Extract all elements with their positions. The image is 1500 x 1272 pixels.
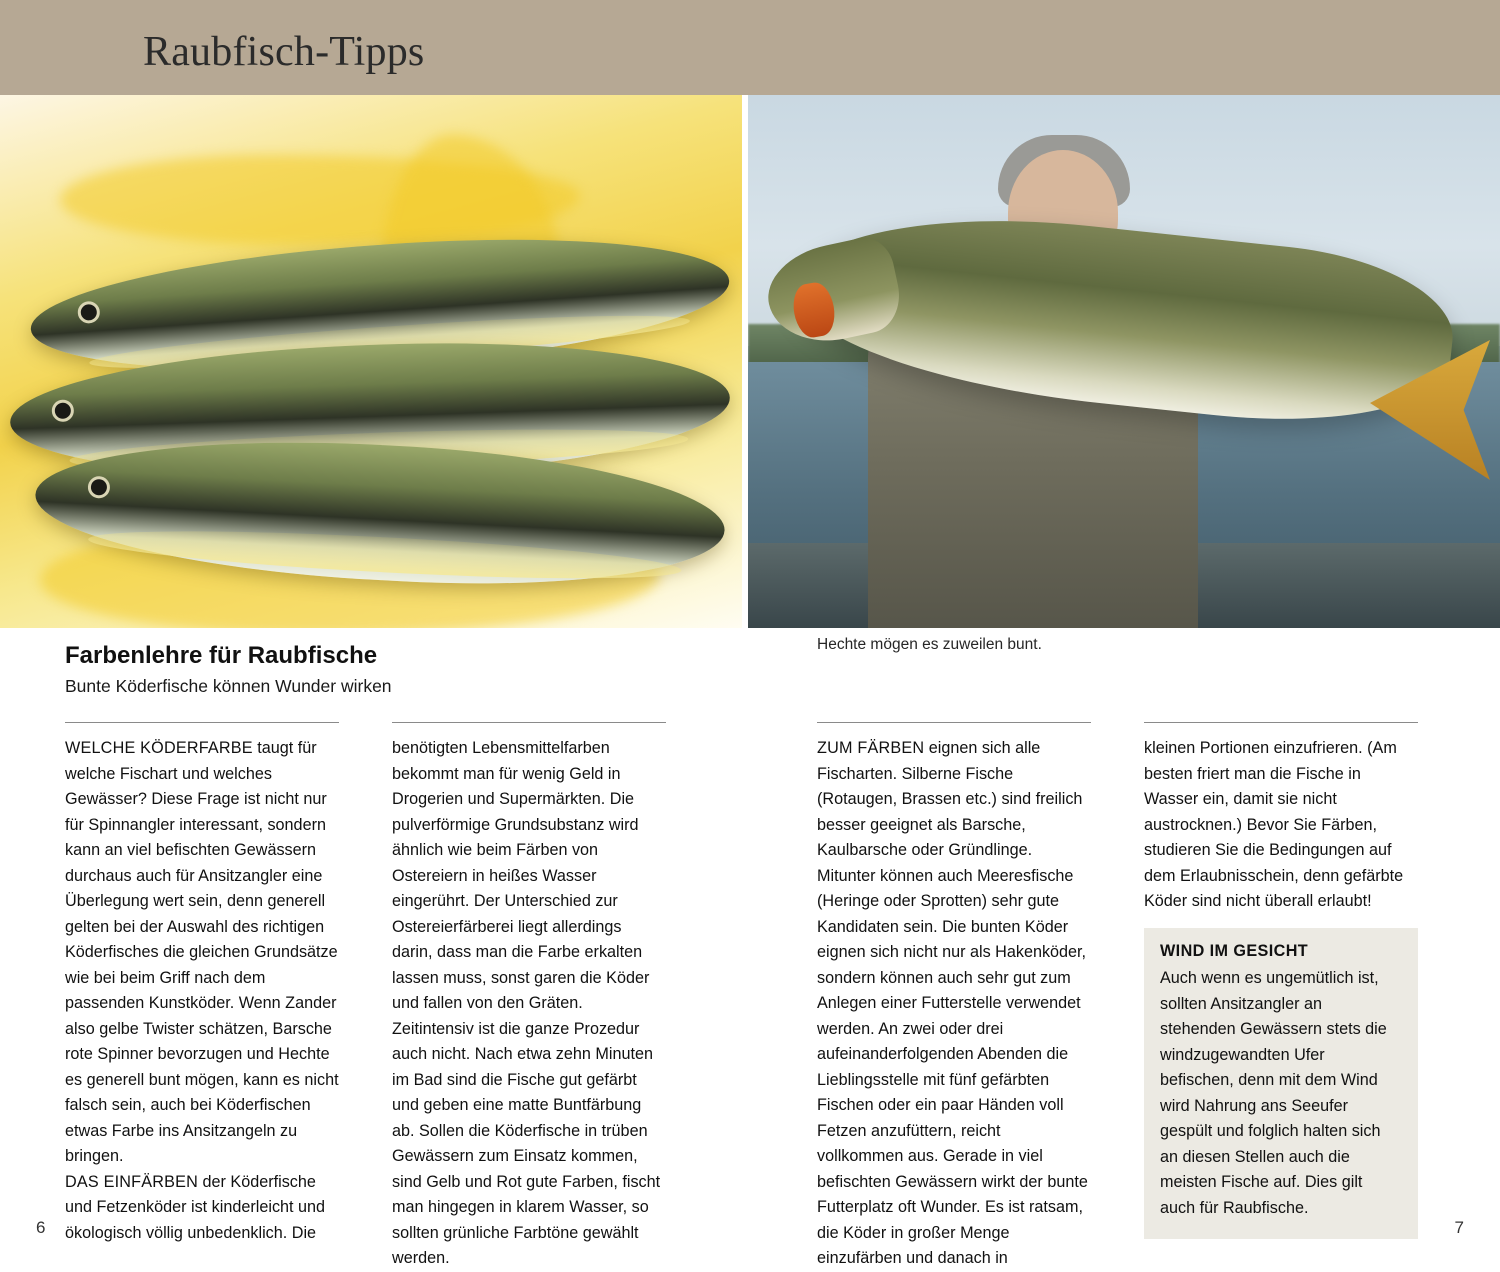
- paragraph-text: kleinen Portionen einzufrieren. (Am besten friert man die Fische in Wasser ein, damit sie nicht austrocknen.) Bevor Sie Färben, studieren Sie die Bedingungen auf dem Erlaubnisschein, denn gefärbte Köder sind nicht überall erlaubt!: [1144, 739, 1404, 910]
- paragraph-text: der Köderfische und Fetzenköder ist kinderleicht und ökologisch völlig unbedenklich. Die: [65, 1172, 326, 1242]
- column-rule: [392, 722, 666, 723]
- page-number-left: 6: [36, 1218, 46, 1237]
- paragraph: [65, 736, 339, 1170]
- baitfish-eye: [77, 301, 100, 324]
- baitfish-eye: [87, 476, 110, 499]
- page-title: Raubfisch-Tipps: [143, 29, 425, 75]
- photo-caption: Hechte mögen es zuweilen bunt.: [817, 636, 1042, 653]
- text-column-3: [817, 722, 1091, 1272]
- sidebar-box-body: Auch wenn es ungemütlich ist, sollten Ansitzangler an stehenden Gewässern stets die windzugewandten Ufer befischen, denn mit dem Wind wird Nahrung ans Seeufer gespült und folglich halten sich an diesen Stellen auch die meisten Fische auf. Dies gilt auch für Raubfische.: [1160, 969, 1387, 1217]
- column-rule: [817, 722, 1091, 723]
- paragraph-text: benötigten Lebensmittelfarben bekommt man für wenig Geld in Drogerien und Supermärkten. Die pulverförmige Grundsubstanz wird ähnlich wie beim Färben von Ostereiern in heißes Wasser eingerührt. Der Unterschied zur Ostereierfärberei liegt allerdings darin, dass man die Farbe erkalten lassen muss, sonst garen die Köder und fallen von den Gräten. Zeitintensiv ist die ganze Prozedur auch nicht. Nach etwa zehn Minuten im Bad sind die Fische gut gefärbt und geben eine matte Buntfärbung ab. Sollen die Köderfische in trüben Gewässern zum Einsatz kommen, sind Gelb und Rot gute Farben, fischt man hingegen in klarem Wasser, so sollten grünliche Farbtöne gewählt werden.: [392, 739, 661, 1267]
- sidebar-box-wind-im-gesicht: [1144, 928, 1418, 1239]
- text-column-1: [65, 722, 339, 1246]
- article-subhead: Bunte Köderfische können Wunder wirken: [65, 676, 392, 696]
- text-column-2: [392, 722, 666, 1272]
- paragraph: [817, 736, 1091, 1272]
- paragraph-lead: WELCHE KÖDERFARBE: [65, 739, 253, 757]
- text-column-4: [1144, 722, 1418, 915]
- sidebar-box-title: WIND IM GESICHT: [1160, 942, 1309, 960]
- paragraph: [392, 736, 666, 1272]
- paragraph: [65, 1170, 339, 1247]
- column-rule: [1144, 722, 1418, 723]
- photo-baitfish: [0, 95, 742, 628]
- paragraph-lead: ZUM FÄRBEN: [817, 739, 925, 757]
- page-number-right: 7: [1454, 1218, 1464, 1237]
- paragraph-lead: DAS EINFÄRBEN: [65, 1172, 199, 1191]
- paragraph: [1144, 736, 1418, 915]
- photo-angler-with-pike: [748, 95, 1500, 628]
- paragraph-text: taugt für welche Fischart und welches Gewässer? Diese Frage ist nicht nur für Spinnangler interessant, sondern kann an viel befischten Gewässern durchaus auch für Ansitzangler eine Überlegung wert sein, denn generell gelten bei der Auswahl des richtigen Köderfisches die gleichen Grundsätze wie bei beim Griff nach dem passenden Kunstköder. Wenn Zander also gelbe Twister schätzen, Barsche rote Spinner bevorzugen und Hechte es generell bunt mögen, kann es nicht falsch sein, auch bei Köderfischen etwas Farbe ins Ansitzangeln zu bringen.: [65, 739, 339, 1165]
- paragraph-text: eignen sich alle Fischarten. Silberne Fische (Rotaugen, Brassen etc.) sind freilich besser geeignet als Barsche, Kaulbarsche oder Gründlinge. Mitunter können auch Meeresfische (Heringe oder Sprotten) sehr gute Kandidaten sein. Die bunten Köder eignen sich nicht nur als Hakenköder, sondern können auch sehr gut zum Anlegen einer Futterstelle verwendet werden. An zwei oder drei aufeinanderfolgenden Abenden die Lieblingsstelle mit fünf gefärbten Fischen oder ein paar Händen voll Fetzen anzufüttern, reicht vollkommen aus. Gerade in viel befischten Gewässern wirkt der bunte Futterplatz oft Wunder. Es ist ratsam, die Köder in großer Menge einzufärben und danach in: [817, 739, 1088, 1267]
- article-headline: Farbenlehre für Raubfische: [65, 642, 378, 669]
- column-rule: [65, 722, 339, 723]
- baitfish-eye: [51, 399, 74, 422]
